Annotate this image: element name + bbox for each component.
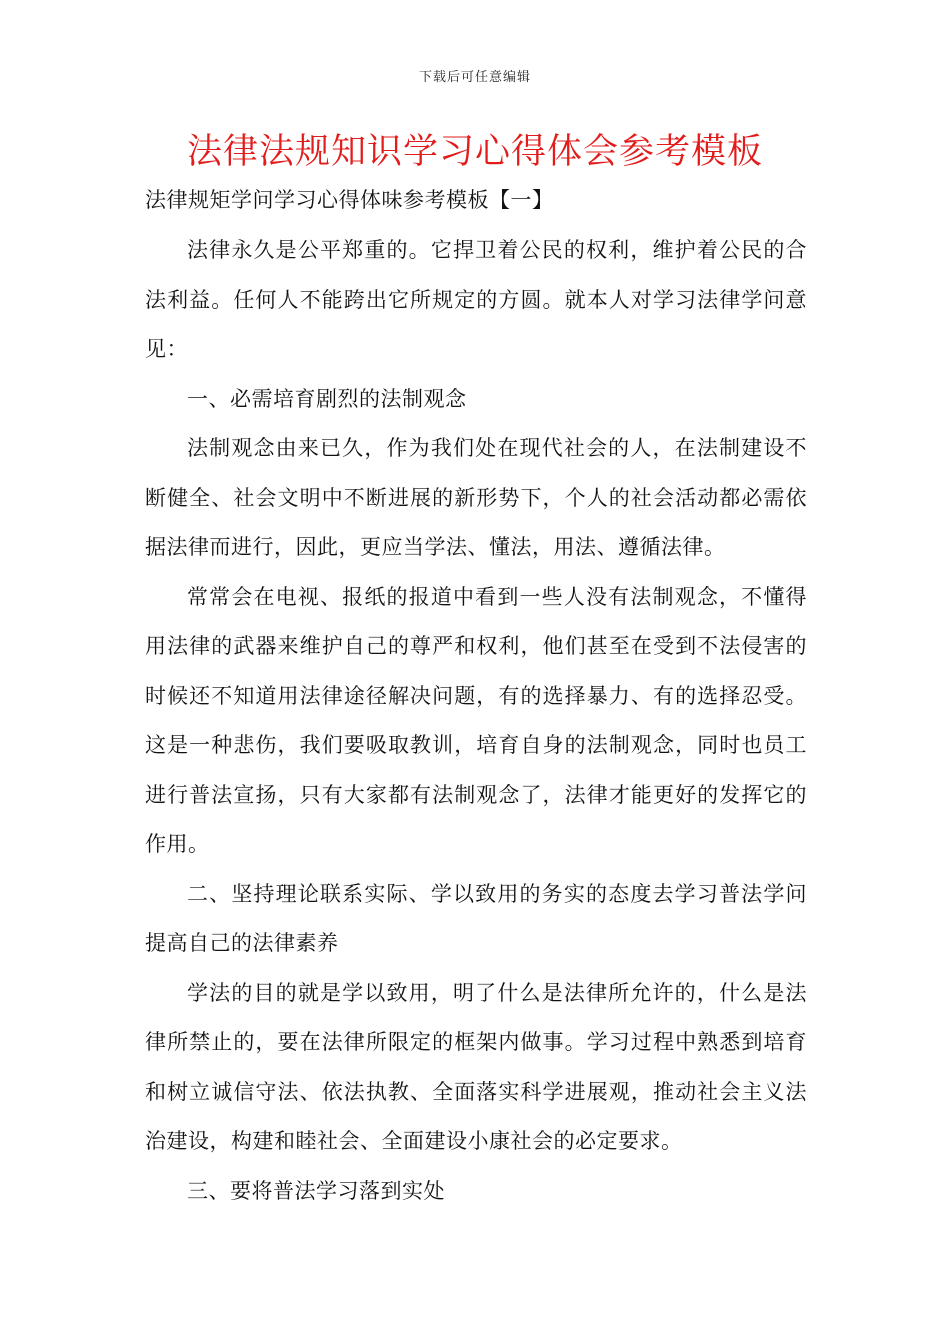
section-heading-1: 一、必需培育剧烈的法制观念 [187, 386, 467, 411]
document-subtitle: 法律规矩学问学习心得体味参考模板【一】 [145, 188, 554, 212]
document-title: 法律法规知识学习心得体会参考模板 [186, 132, 763, 172]
paragraph-intro: 法律永久是公平郑重的。它捍卫着公民的权利，维护着公民的合法利益。任何人不能跨出它所规定的方圆。就本人对学习法律学问意见： [145, 238, 807, 361]
paragraph: 法制观念由来已久，作为我们处在现代社会的人，在法制建设不断健全、社会文明中不断进展的新形势下，个人的社会活动都必需依据法律而进行，因此，更应当学法、懂法，用法、遵循法律。 [145, 436, 807, 559]
document-body [145, 226, 807, 1216]
section-heading-2: 二、坚持理论联系实际、学以致用的务实的态度去学习普法学问提高自己的法律素养 [145, 881, 807, 955]
paragraph: 学法的目的就是学以致用，明了什么是法律所允许的，什么是法律所禁止的，要在法律所限定的框架内做事。学习过程中熟悉到培育和树立诚信守法、依法执教、全面落实科学进展观，推动社会主义法治建设，构建和睦社会、全面建设小康社会的必定要求。 [145, 980, 807, 1153]
section-heading-3: 三、要将普法学习落到实处 [187, 1178, 445, 1203]
header-note: 下载后可任意编辑 [418, 70, 531, 85]
paragraph: 常常会在电视、报纸的报道中看到一些人没有法制观念，不懂得用法律的武器来维护自己的尊严和权利，他们甚至在受到不法侵害的时候还不知道用法律途径解决问题，有的选择暴力、有的选择忍受。这是一种悲伤，我们要吸取教训，培育自身的法制观念，同时也员工进行普法宣扬，只有大家都有法制观念了，法律才能更好的发挥它的作用。 [145, 584, 807, 856]
